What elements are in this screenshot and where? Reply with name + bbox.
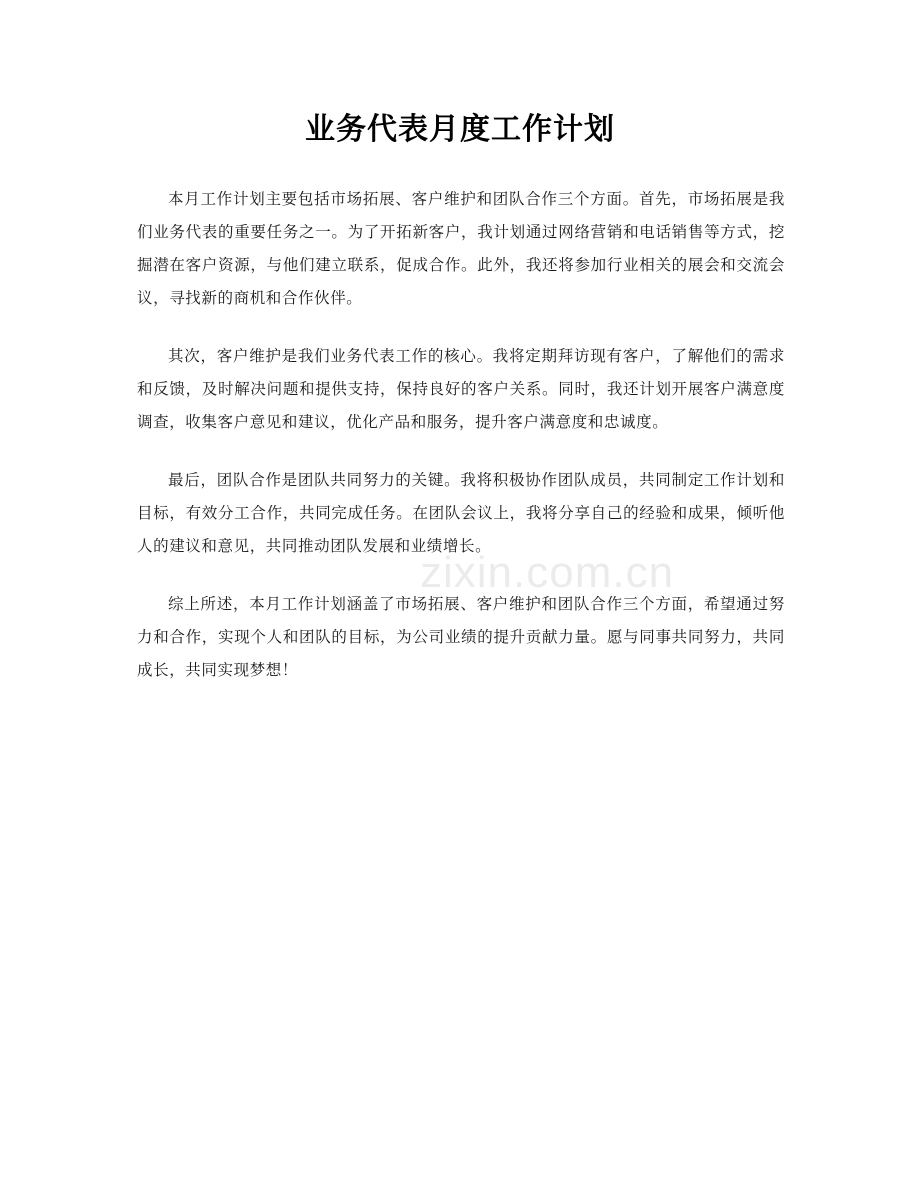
paragraph-summary: 综上所述，本月工作计划涵盖了市场拓展、客户维护和团队合作三个方面，希望通过努力和合作，实现个人和团队的目标，为公司业绩的提升贡献力量。愿与同事共同努力，共同成长，共同实现梦想！ (137, 595, 785, 679)
paragraph-customer-maintenance: 其次，客户维护是我们业务代表工作的核心。我将定期拜访现有客户，了解他们的需求和反馈，及时解决问题和提供支持，保持良好的客户关系。同时，我还计划开展客户满意度调查，收集客户意见和建议，优化产品和服务，提升客户满意度和忠诚度。 (137, 347, 785, 431)
paragraph-teamwork: 最后，团队合作是团队共同努力的关键。我将积极协作团队成员，共同制定工作计划和目标，有效分工合作，共同完成任务。在团队会议上，我将分享自己的经验和成果，倾听他人的建议和意见，共同推动团队发展和业绩增长。 (137, 471, 785, 555)
document-title: 业务代表月度工作计划 (305, 112, 615, 147)
paragraph-market-expansion: 本月工作计划主要包括市场拓展、客户维护和团队合作三个方面。首先，市场拓展是我们业务代表的重要任务之一。为了开拓新客户，我计划通过网络营销和电话销售等方式，挖掘潜在客户资源，与他们建立联系，促成合作。此外，我还将参加行业相关的展会和交流会议，寻找新的商机和合作伙伴。 (137, 190, 785, 307)
watermark: zixin.com.cn (420, 548, 675, 597)
document-body (137, 183, 785, 712)
